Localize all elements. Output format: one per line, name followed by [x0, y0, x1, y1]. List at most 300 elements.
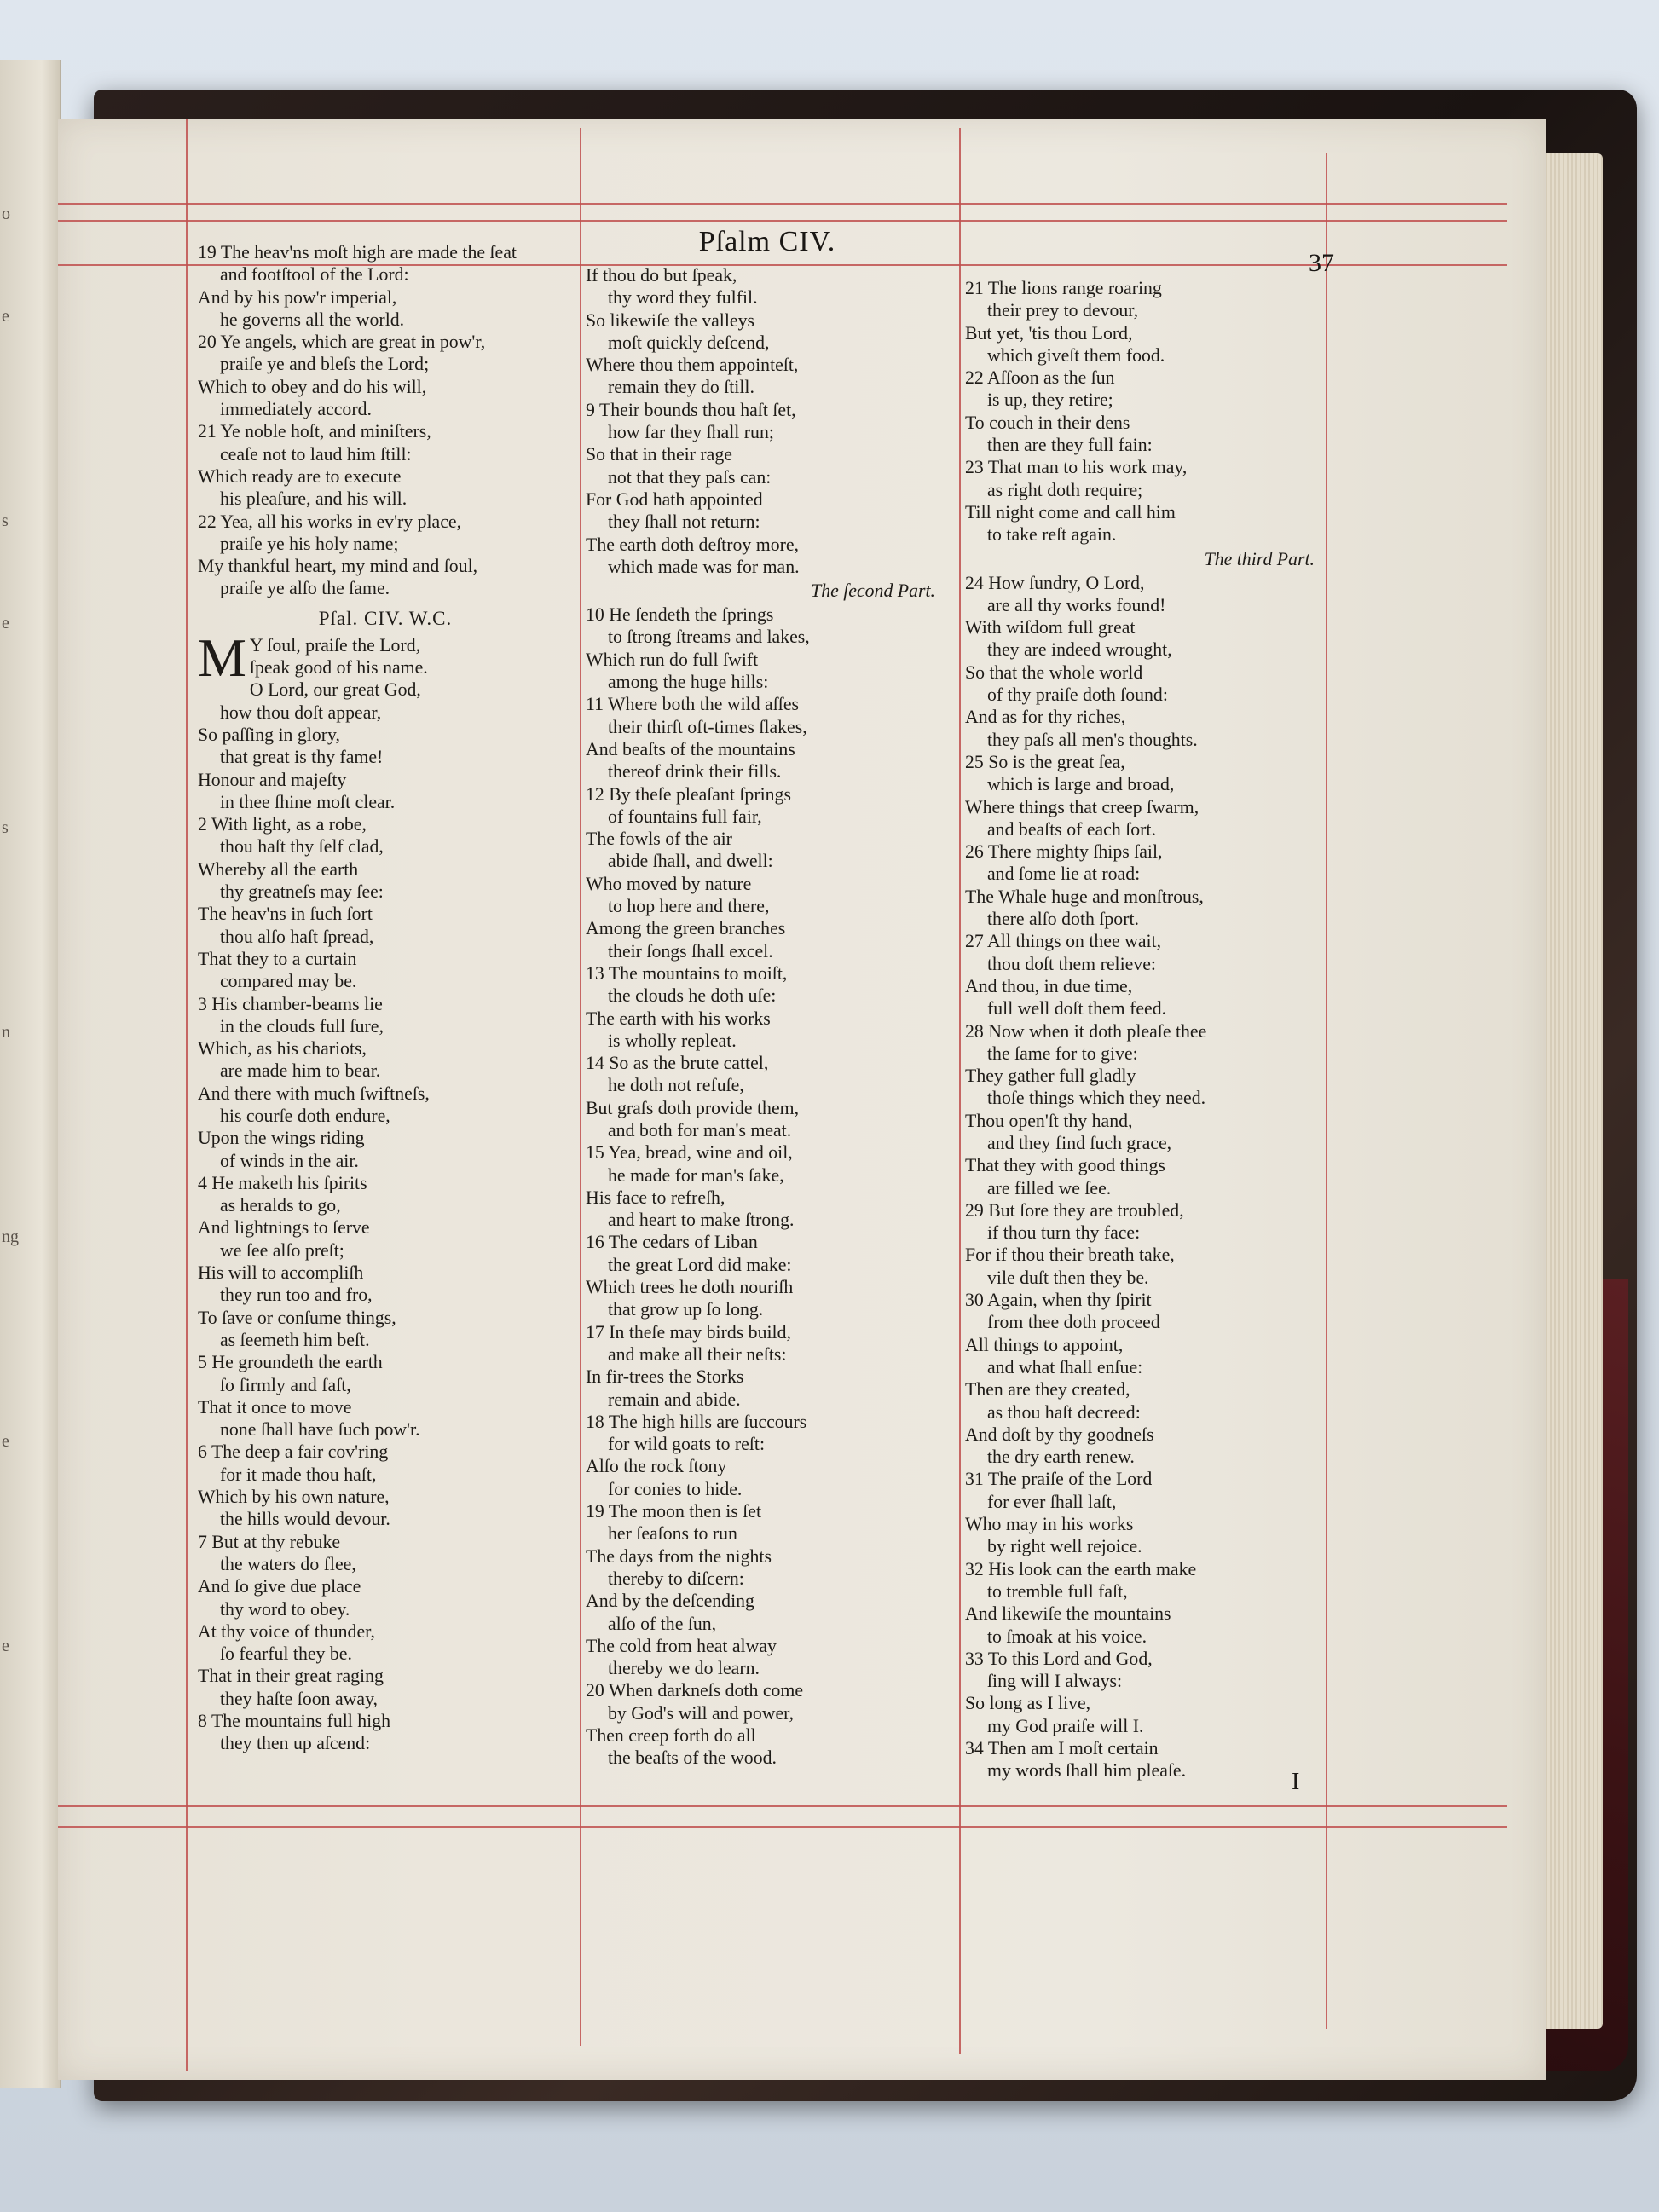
- verse-line: [965, 1513, 1340, 1535]
- psalm-heading: Pſal. CIV. W.C.: [318, 607, 453, 629]
- verse-text: are made him to bear.: [220, 1060, 381, 1082]
- verse-text: their ſongs ſhall excel.: [608, 940, 773, 962]
- margin-fragment: e: [2, 1432, 9, 1451]
- verse-line: [965, 1759, 1340, 1782]
- verse-text: by God's will and power,: [608, 1702, 794, 1724]
- verse-text: the great Lord did make:: [608, 1254, 792, 1275]
- verse-line: [198, 1732, 573, 1754]
- verse-text: That it once to move: [198, 1396, 352, 1418]
- verse-line: [965, 1446, 1340, 1468]
- verse-line: [198, 835, 573, 858]
- verse-text: are all thy works found!: [987, 594, 1166, 615]
- verse-line: [965, 1558, 1340, 1580]
- verse-line: [586, 1724, 961, 1747]
- verse-line: [586, 488, 961, 511]
- verse-text: to hop here and there,: [608, 896, 770, 917]
- verse-text: to ſtrong ſtreams and lakes,: [608, 627, 810, 648]
- verse-line: [198, 724, 573, 746]
- section-heading-second-part: The ſecond Part.: [811, 580, 935, 602]
- verse-line: [586, 649, 961, 671]
- verse-line: [586, 738, 961, 760]
- verse-line: [586, 1702, 961, 1724]
- verse-text: they then up aſcend:: [220, 1733, 371, 1754]
- verse-text: Alſo the rock ſtony: [586, 1456, 727, 1477]
- verse-line: [198, 679, 573, 701]
- verse-text: they run too and fro,: [220, 1285, 373, 1306]
- text-column-3: [965, 277, 1340, 1782]
- verse-text: Whereby all the earth: [198, 858, 359, 880]
- verse-text: his courſe doth endure,: [220, 1105, 390, 1126]
- verse-text: 4 He maketh his ſpirits: [198, 1172, 367, 1193]
- verse-line: [586, 354, 961, 376]
- verse-text: and ſome lie at road:: [987, 863, 1141, 885]
- verse-line: [586, 895, 961, 917]
- verse-line: [965, 840, 1340, 863]
- verse-line: [198, 1239, 573, 1262]
- verse-text: And doſt by thy goodneſs: [965, 1424, 1154, 1445]
- verse-text: his pleaſure, and his will.: [220, 488, 408, 510]
- verse-line: [965, 299, 1340, 321]
- verse-text: Which by his own nature,: [198, 1487, 390, 1508]
- verse-text: they paſs all men's thoughts.: [987, 729, 1198, 750]
- verse-text: thereby we do learn.: [608, 1658, 760, 1679]
- verse-text: The earth doth deſtroy more,: [586, 534, 799, 555]
- verse-line: [965, 953, 1340, 975]
- verse-text: as ſeemeth him beſt.: [220, 1329, 370, 1350]
- margin-fragment: ng: [2, 1227, 19, 1246]
- verse-text: how far they ſhall run;: [608, 422, 774, 443]
- verse-line: [198, 1396, 573, 1418]
- verse-line: [198, 656, 573, 679]
- verse-text: from thee doth proceed: [987, 1312, 1160, 1333]
- verse-line: [198, 1060, 573, 1082]
- verse-line: [586, 962, 961, 985]
- verse-line: [198, 1575, 573, 1597]
- verse-text: and beaſts of each ſort.: [987, 818, 1156, 840]
- verse-line: [586, 693, 961, 715]
- verse-line: [198, 926, 573, 948]
- verse-text: 13 The mountains to moiſt,: [586, 962, 788, 984]
- verse-text: But yet, 'tis thou Lord,: [965, 322, 1133, 344]
- verse-line: [586, 1231, 961, 1253]
- verse-text: So paſſing in glory,: [198, 724, 340, 745]
- verse-text: my God praiſe will I.: [987, 1715, 1144, 1736]
- verse-line: [965, 1311, 1340, 1333]
- verse-line: [586, 1679, 961, 1701]
- ruling-line-top-2: [58, 220, 1507, 222]
- verse-text: thy greatneſs may ſee:: [220, 881, 384, 903]
- verse-text: 21 The lions range roaring: [965, 278, 1162, 298]
- verse-text: is up, they retire;: [987, 390, 1113, 411]
- verse-line: [965, 501, 1340, 523]
- verse-text: of winds in the air.: [220, 1150, 359, 1171]
- verse-text: The fowls of the air: [586, 829, 732, 850]
- verse-text: in the clouds full ſure,: [220, 1015, 384, 1037]
- verse-line: [198, 488, 573, 510]
- verse-line: [965, 389, 1340, 411]
- verse-line: [198, 443, 573, 465]
- verse-text: 33 To this Lord and God,: [965, 1648, 1153, 1669]
- verse-text: if thou turn thy face:: [987, 1222, 1141, 1244]
- verse-text: thereof drink their fills.: [608, 761, 782, 783]
- verse-text: as thou haſt decreed:: [987, 1401, 1141, 1423]
- verse-text: thou doſt them relieve:: [987, 953, 1156, 974]
- verse-line: [198, 533, 573, 555]
- verse-line: [965, 1110, 1340, 1132]
- verse-line: [198, 858, 573, 881]
- verse-line: [965, 1042, 1340, 1065]
- verse-text: 19 The heav'ns moſt high are made the ſeat: [198, 242, 517, 263]
- verse-text: Who may in his works: [965, 1514, 1134, 1535]
- verse-text: Which, as his chariots,: [198, 1038, 367, 1060]
- verse-text: the clouds he doth uſe:: [608, 985, 777, 1007]
- verse-text: O Lord, our great God,: [249, 679, 421, 701]
- verse-text: praiſe ye his holy name;: [220, 533, 399, 554]
- verse-line: [586, 1209, 961, 1231]
- verse-text: His will to accompliſh: [198, 1262, 364, 1284]
- verse-line: [586, 783, 961, 806]
- verse-line: [965, 277, 1340, 299]
- verse-text: Then creep forth do all: [586, 1725, 756, 1746]
- margin-fragment: n: [2, 1023, 10, 1042]
- margin-fragment: [2, 921, 19, 1023]
- verse-line: [586, 828, 961, 850]
- verse-text: ſo firmly and faſt,: [220, 1374, 351, 1395]
- verse-line: [586, 1545, 961, 1568]
- ruling-line-bottom-2: [58, 1826, 1507, 1828]
- verse-text: So that the whole world: [965, 661, 1143, 683]
- verse-line: [586, 850, 961, 872]
- verse-text: 14 So as the brute cattel,: [586, 1053, 769, 1074]
- verse-text: With wiſdom full great: [965, 617, 1136, 638]
- verse-text: thoſe things which they need.: [987, 1088, 1206, 1109]
- verse-line: [965, 1626, 1340, 1648]
- verse-text: Where thou them appointeſt,: [586, 355, 799, 376]
- verse-line: [586, 1433, 961, 1455]
- verse-text: 29 But ſore they are troubled,: [965, 1199, 1184, 1221]
- margin-fragment: e: [2, 614, 9, 632]
- verse-text: and what ſhall enſue:: [987, 1356, 1143, 1377]
- verse-text: praiſe ye alſo the ſame.: [220, 578, 390, 599]
- verse-text: Among the green branches: [586, 918, 786, 939]
- verse-text: which giveſt them food.: [987, 344, 1165, 366]
- verse-text: how thou doſt appear,: [220, 702, 382, 723]
- verse-line: [198, 1710, 573, 1732]
- verse-line: [586, 309, 961, 332]
- verse-text: there alſo doth ſport.: [987, 909, 1139, 930]
- verse-line: [965, 997, 1340, 1019]
- verse-line: [198, 970, 573, 992]
- margin-fragment: [2, 1330, 19, 1432]
- verse-text: not that they paſs can:: [608, 466, 772, 488]
- verse-text: alſo of the ſun,: [608, 1613, 717, 1634]
- verse-text: remain they do ſtill.: [608, 377, 754, 398]
- left-page-margin-text: [2, 205, 19, 1739]
- verse-text: 23 That man to his work may,: [965, 457, 1188, 478]
- verse-text: 2 With light, as a robe,: [198, 814, 367, 835]
- verse-line: [965, 1580, 1340, 1603]
- verse-text: 7 But at thy rebuke: [198, 1531, 341, 1552]
- verse-text: For if thou their breath take,: [965, 1245, 1175, 1266]
- verse-text: ceaſe not to laud him ſtill:: [220, 443, 412, 465]
- verse-line: [965, 1401, 1340, 1424]
- verse-line: [198, 331, 573, 353]
- verse-line: [198, 465, 573, 488]
- verse-line: [586, 1478, 961, 1500]
- verse-line: [965, 684, 1340, 706]
- verse-text: immediately accord.: [220, 399, 372, 420]
- verse-line: [586, 1455, 961, 1477]
- verse-text: 20 When darkneſs doth come: [586, 1680, 804, 1701]
- verse-line: [965, 1199, 1340, 1222]
- verse-text: 3 His chamber-beams lie: [198, 993, 383, 1014]
- verse-line: [586, 1568, 961, 1590]
- verse-line: [965, 930, 1340, 952]
- verse-line: [198, 555, 573, 577]
- verse-line: [965, 1670, 1340, 1692]
- verse-line: [586, 1254, 961, 1276]
- verse-line: [586, 443, 961, 465]
- verse-text: 32 His look can the earth make: [965, 1558, 1197, 1580]
- verse-text: he made for man's ſake,: [608, 1164, 784, 1186]
- verse-text: full well doſt them feed.: [987, 998, 1167, 1019]
- verse-line: [586, 1164, 961, 1187]
- verse-text: are filled we ſee.: [987, 1177, 1112, 1198]
- verse-text: Thou open'ſt thy hand,: [965, 1110, 1133, 1131]
- verse-line: [965, 886, 1340, 908]
- verse-line: [586, 1141, 961, 1164]
- verse-line: [198, 1262, 573, 1284]
- verse-text: praiſe ye and bleſs the Lord;: [220, 354, 430, 375]
- verse-line: [586, 671, 961, 693]
- verse-line: [198, 769, 573, 791]
- verse-text: The days from the nights: [586, 1545, 772, 1567]
- verse-text: they haſte ſoon away,: [220, 1688, 379, 1709]
- verse-text: And lightnings to ſerve: [198, 1217, 370, 1239]
- verse-text: vile duſt then they be.: [987, 1267, 1149, 1288]
- verse-text: Which ready are to execute: [198, 465, 402, 487]
- verse-text: the hills would devour.: [220, 1509, 390, 1530]
- verse-line: [965, 1222, 1340, 1244]
- verse-text: to take reſt again.: [987, 524, 1117, 546]
- verse-line: [198, 903, 573, 925]
- verse-line: [198, 1194, 573, 1216]
- verse-line: [965, 523, 1340, 546]
- verse-line: [586, 604, 961, 626]
- text-column-2: [586, 264, 961, 1770]
- verse-line: [586, 626, 961, 648]
- verse-line: [198, 813, 573, 835]
- verse-text: To couch in their dens: [965, 412, 1130, 433]
- verse-text: To ſave or conſume things,: [198, 1307, 396, 1328]
- verse-text: thy word to obey.: [220, 1598, 350, 1620]
- verse-text: 15 Yea, bread, wine and oil,: [586, 1142, 793, 1164]
- verse-line: [198, 1037, 573, 1060]
- verse-text: And thou, in due time,: [965, 975, 1133, 996]
- verse-text: But graſs doth provide them,: [586, 1097, 800, 1118]
- verse-text: 5 He groundeth the earth: [198, 1352, 383, 1373]
- verse-line: [198, 511, 573, 533]
- verse-text: 9 Their bounds thou haſt ſet,: [586, 399, 796, 420]
- verse-text: thou alſo haſt ſpread,: [220, 926, 374, 947]
- verse-line: [586, 1187, 961, 1209]
- verse-text: They gather full gladly: [965, 1066, 1136, 1087]
- verse-line: [586, 1366, 961, 1388]
- verse-line: [198, 1083, 573, 1105]
- verse-line: [198, 1150, 573, 1172]
- verse-line: [198, 1351, 573, 1373]
- verse-line: [198, 1643, 573, 1665]
- verse-line: [965, 706, 1340, 728]
- verse-line: [965, 1468, 1340, 1490]
- verse-line: [198, 1598, 573, 1620]
- verse-text: he governs all the world.: [220, 309, 405, 330]
- verse-text: 34 Then am I moſt certain: [965, 1738, 1159, 1759]
- verse-text: by right well rejoice.: [987, 1536, 1142, 1557]
- verse-line: [965, 908, 1340, 930]
- verse-text: Honour and majeſty: [198, 769, 347, 790]
- verse-text: 31 The praiſe of the Lord: [965, 1469, 1153, 1490]
- verse-text: 27 All things on thee wait,: [965, 931, 1162, 952]
- verse-text: And ſo give due place: [198, 1576, 361, 1597]
- verse-line: [965, 1535, 1340, 1557]
- ruling-line-top-1: [58, 203, 1507, 205]
- verse-line: [198, 993, 573, 1015]
- verse-text: 12 By theſe pleaſant ſprings: [586, 783, 791, 805]
- verse-line: [586, 1411, 961, 1433]
- verse-line: [965, 1289, 1340, 1311]
- verse-text: her ſeaſons to run: [608, 1523, 737, 1545]
- verse-text: And as for thy riches,: [965, 707, 1126, 728]
- verse-line: [586, 1657, 961, 1679]
- verse-text: 19 The moon then is ſet: [586, 1501, 762, 1522]
- verse-line: [198, 376, 573, 398]
- verse-text: 16 The cedars of Liban: [586, 1232, 758, 1253]
- verse-text: of thy praiſe doth ſound:: [987, 684, 1168, 706]
- verse-text: to ſmoak at his voice.: [987, 1626, 1147, 1647]
- verse-line: [198, 948, 573, 970]
- verse-text: the dry earth renew.: [987, 1447, 1135, 1468]
- verse-line: [586, 376, 961, 398]
- verse-line: [198, 1374, 573, 1396]
- verse-text: thou haſt thy ſelf clad,: [220, 836, 384, 858]
- margin-fragment: e: [2, 307, 9, 326]
- verse-text: the beaſts of the wood.: [608, 1747, 777, 1769]
- printer-signature: I: [1292, 1769, 1300, 1795]
- verse-text: 30 Again, when thy ſpirit: [965, 1290, 1152, 1311]
- verse-text: Upon the wings riding: [198, 1128, 365, 1149]
- verse-line: [586, 1276, 961, 1298]
- verse-line: [198, 1216, 573, 1239]
- verse-text: and heart to make ſtrong.: [608, 1210, 795, 1231]
- verse-line: [965, 729, 1340, 751]
- verse-line: [586, 1389, 961, 1411]
- verse-line: [586, 1343, 961, 1366]
- verse-text: the ſame for to give:: [987, 1042, 1138, 1064]
- verse-line: [586, 264, 961, 286]
- verse-line: [965, 1132, 1340, 1154]
- verse-text: 22 Aſſoon as the ſun: [965, 367, 1115, 389]
- verse-text: he doth not refuſe,: [608, 1075, 744, 1096]
- margin-fragment: [2, 1534, 19, 1637]
- verse-line: [198, 353, 573, 375]
- verse-text: as right doth require;: [987, 479, 1143, 500]
- verse-text: 26 There mighty ſhips ſail,: [965, 841, 1163, 863]
- verse-text: Which run do full ſwift: [586, 649, 759, 670]
- verse-text: is wholly repleat.: [608, 1030, 737, 1051]
- verse-text: The cold from heat alway: [586, 1635, 777, 1656]
- verse-line: [586, 466, 961, 488]
- verse-line: [198, 1105, 573, 1127]
- verse-line: [965, 1648, 1340, 1670]
- verse-line: [586, 1321, 961, 1343]
- verse-line: [586, 1747, 961, 1769]
- verse-line: [965, 367, 1340, 389]
- verse-text: Which trees he doth nouriſh: [586, 1277, 794, 1298]
- verse-text: and both for man's meat.: [608, 1119, 792, 1141]
- verse-line: [586, 873, 961, 895]
- page-number: 37: [1309, 249, 1334, 277]
- verse-line: [586, 1119, 961, 1141]
- verse-line: [586, 917, 961, 939]
- verse-text: ſing will I always:: [987, 1671, 1123, 1692]
- verse-text: If thou do but ſpeak,: [586, 265, 737, 286]
- verse-text: The Whale huge and monſtrous,: [965, 886, 1204, 907]
- verse-text: So likewiſe the valleys: [586, 309, 754, 331]
- verse-line: [965, 1356, 1340, 1378]
- verse-text: And likewiſe the mountains: [965, 1603, 1171, 1625]
- verse-text: That in their great raging: [198, 1666, 384, 1687]
- verse-text: All things to appoint,: [965, 1334, 1124, 1355]
- verse-line: [586, 1522, 961, 1545]
- verse-text: that grow up ſo long.: [608, 1299, 764, 1320]
- verse-text: 20 Ye angels, which are great in pow'r,: [198, 332, 486, 353]
- verse-line: [965, 1177, 1340, 1199]
- verse-line: [198, 746, 573, 768]
- verse-line: [586, 399, 961, 421]
- ruling-line-left: [186, 119, 188, 2071]
- verse-text: remain and abide.: [608, 1389, 741, 1410]
- verse-text: then are they full fain:: [987, 435, 1153, 456]
- verse-text: they ſhall not return:: [608, 511, 760, 533]
- margin-fragment: [2, 1125, 19, 1227]
- margin-fragment: [2, 716, 19, 818]
- verse-text: 6 The deep a fair cov'ring: [198, 1441, 389, 1463]
- verse-line: [965, 1715, 1340, 1737]
- verse-line: [198, 1464, 573, 1486]
- verse-line: [586, 1008, 961, 1030]
- verse-line: [965, 751, 1340, 773]
- verse-line: [198, 1284, 573, 1306]
- verse-line: [586, 760, 961, 783]
- verse-line: [586, 716, 961, 738]
- verse-line: [586, 1097, 961, 1119]
- verse-line: [965, 638, 1340, 661]
- verse-line: [198, 577, 573, 599]
- verse-text: and they find ſuch grace,: [987, 1132, 1172, 1153]
- verse-line: [198, 263, 573, 286]
- verse-text: Which to obey and do his will,: [198, 376, 427, 397]
- verse-text: the waters do flee,: [220, 1553, 356, 1574]
- section-heading-third-part: The third Part.: [1204, 548, 1315, 569]
- verse-text: and footſtool of the Lord:: [220, 264, 409, 286]
- verse-line: [586, 286, 961, 309]
- verse-line: [198, 791, 573, 813]
- verse-line: [965, 434, 1340, 456]
- verse-line: [586, 556, 961, 578]
- verse-line: [965, 1378, 1340, 1401]
- verse-text: Then are they created,: [965, 1379, 1130, 1401]
